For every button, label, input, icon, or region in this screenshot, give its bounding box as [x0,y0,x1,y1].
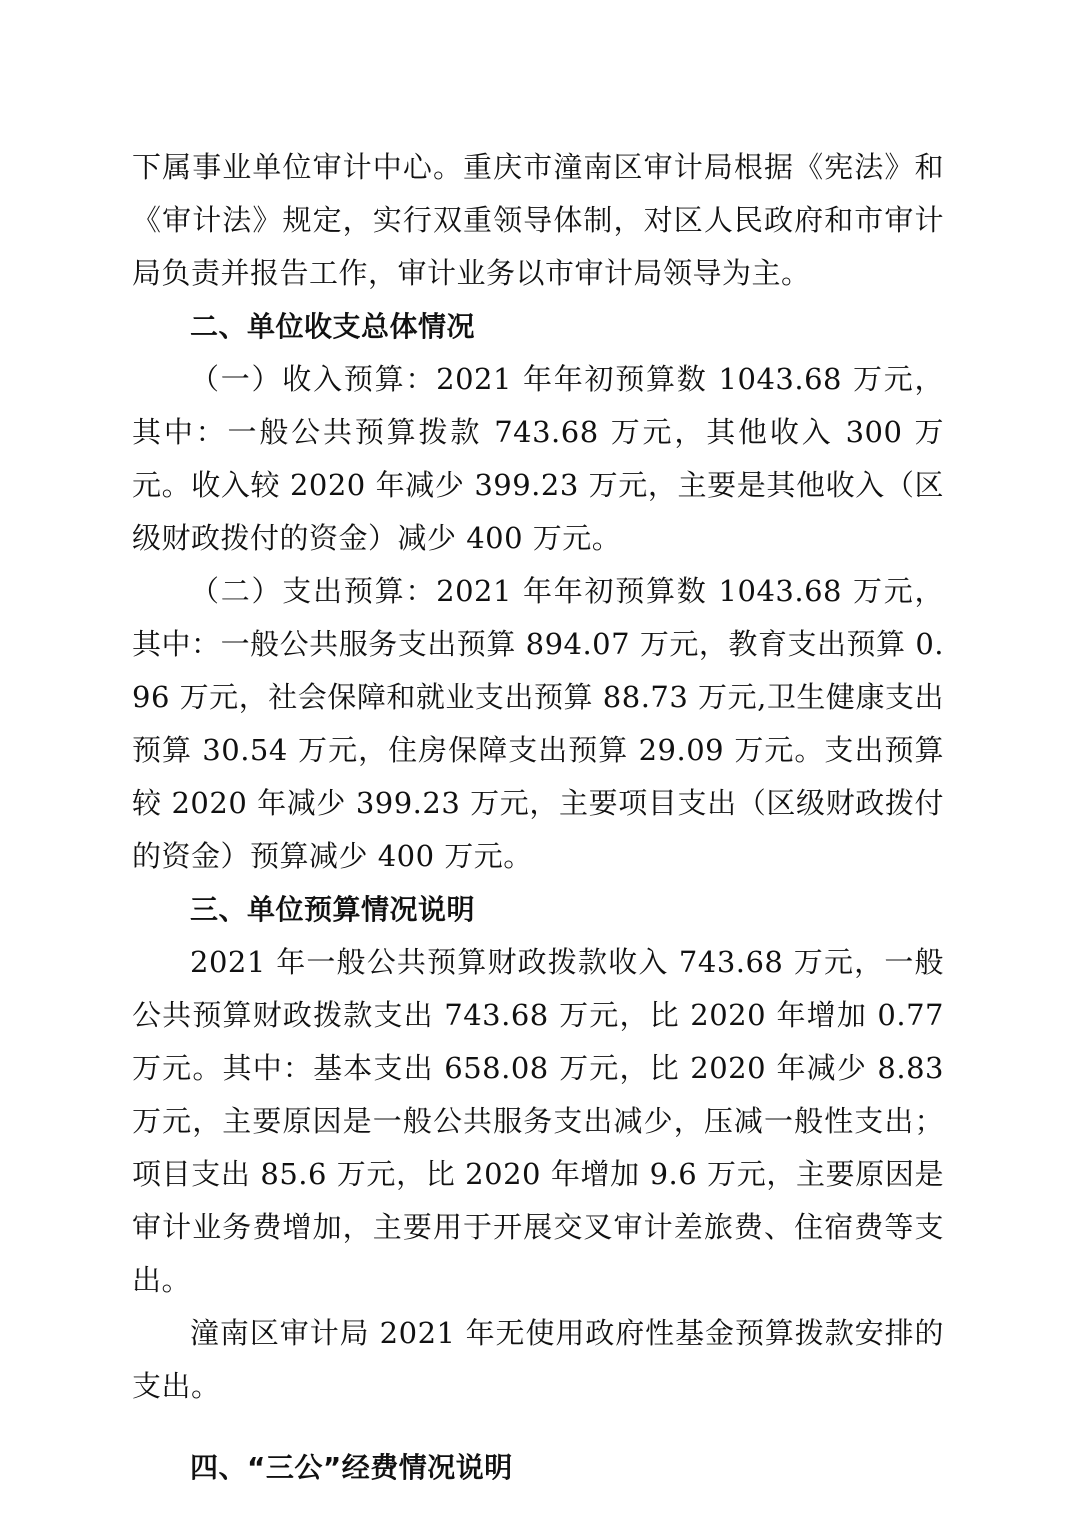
section-heading-budget-explanation: 三、单位预算情况说明 [190,893,476,926]
income-budget-paragraph: （一）收入预算：2021 年年初预算数 1043.68 万元，其中：一般公共预算拨款 743.68 万元，其他收入 300 万元。收入较 2020 年减少 399.23 万元，主要是其他收入（区级财政拨付的资金）减少 400 万元。 [132,362,944,555]
government-fund-paragraph: 潼南区审计局 2021 年无使用政府性基金预算拨款安排的支出。 [132,1316,944,1403]
section-heading-income-expenditure: 二、单位收支总体情况 [190,310,476,343]
document-page [132,141,944,1494]
expenditure-budget-paragraph: （二）支出预算：2021 年年初预算数 1043.68 万元，其中：一般公共服务支出预算 894.07 万元，教育支出预算 0.96 万元，社会保障和就业支出预算 88.73 万元,卫生健康支出预算 30.54 万元，住房保障支出预算 29.09 万元。支出预算较 2020 年减少 399.23 万元，主要项目支出（区级财政拨付的资金）预算减少 400 万元。 [132,574,944,873]
section-heading-three-public-expenses: 四、“三公”经费情况说明 [190,1451,513,1484]
intro-paragraph: 下属事业单位审计中心。重庆市潼南区审计局根据《宪法》和《审计法》规定，实行双重领导体制，对区人民政府和市审计局负责并报告工作，审计业务以市审计局领导为主。 [132,150,944,290]
fiscal-appropriation-paragraph: 2021 年一般公共预算财政拨款收入 743.68 万元，一般公共预算财政拨款支出 743.68 万元，比 2020 年增加 0.77 万元。其中：基本支出 658.08 万元，比 2020 年减少 8.83 万元，主要原因是一般公共服务支出减少，压减一般性支出；项目支出 85.6 万元，比 2020 年增加 9.6 万元，主要原因是审计业务费增加，主要用于开展交叉审计差旅费、住宿费等支出。 [132,945,944,1297]
